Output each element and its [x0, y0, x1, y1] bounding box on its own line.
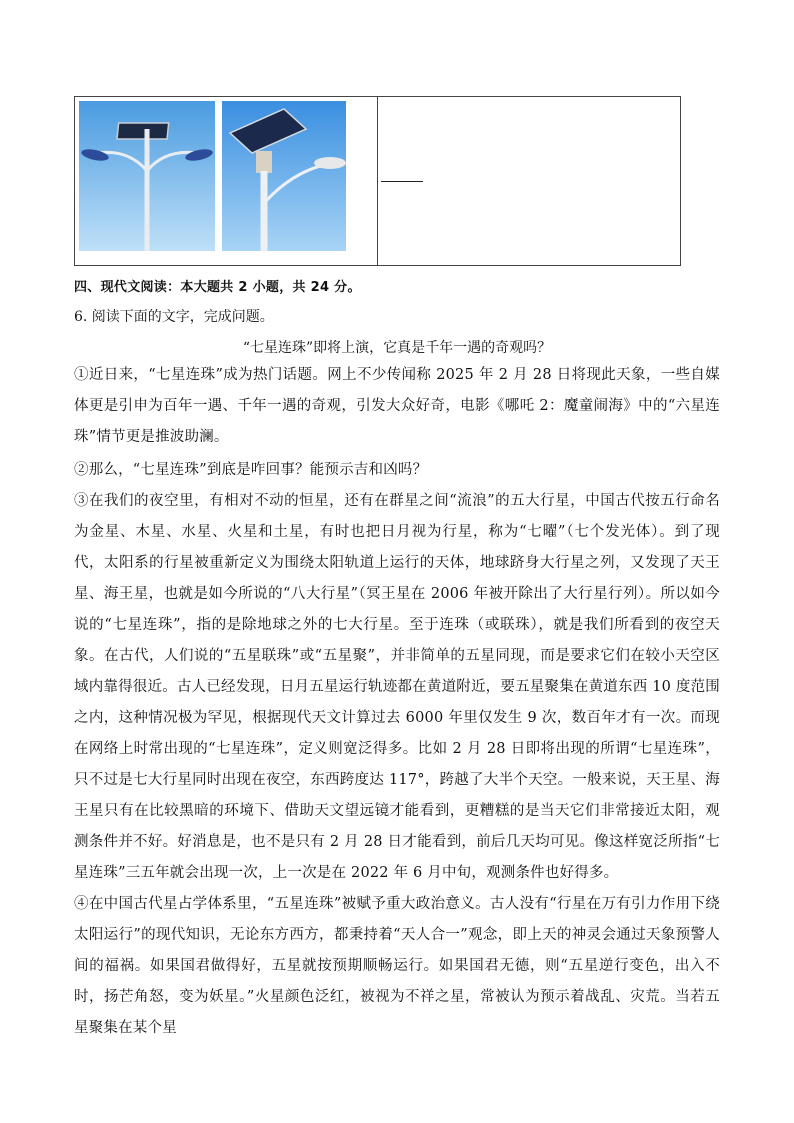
paragraph-3: ③在我们的夜空里，有相对不动的恒星，还有在群星之间“流浪”的五大行星，中国古代按五行命名为金星、木星、水星、火星和土星，有时也把日月视为行星，称为“七曜”（七个发光体）。到了现代，太阳系的行星被重新定义为围绕太阳轨道上运行的天体，地球跻身大行星之列，又发现了天王星、海王星，也就是如今所说的“八大行星”（冥王星在 2006 年被开除出了大行星行列）。所以如今说的“七星连珠”，指的是除地球之外的七大行星。至于连珠（或联珠），就是我们所看到的夜空天象。在古代，人们说的“五星联珠”或“五星聚”，并非简单的五星同现，而是要求它们在较小天空区域内靠得很近。古人已经发现，日月五星运行轨迹都在黄道附近，要五星聚集在黄道东西 10 度范围之内，这种情况极为罕见，根据现代天文计算过去 6000 年里仅发生 9 次，数百年才有一次。而现在网络上时常出现的“七星连珠”，定义则宽泛得多。比如 2 月 28 日即将出现的所谓“七星连珠”，只不过是七大行星同时出现在夜空，东西跨度达 117°，跨越了大半个天空。一般来说，天王星、海王星只有在比较黑暗的环境下、借助天文望远镜才能看到，更糟糕的是当天它们非常接近太阳，观测条件并不好。好消息是，也不是只有 2 月 28 日才能看到，前后几天均可见。像这样宽泛所指“七星连珠”三五年就会出现一次，上一次是在 2022 年 6 月中旬，观测条件也好得多。: [74, 493, 720, 881]
section-heading: 四、现代文阅读：本大题共 2 小题，共 24 分。: [74, 280, 361, 295]
question-intro: 6. 阅读下面的文字，完成问题。: [74, 309, 274, 325]
paragraph-1: ①近日来，“七星连珠”成为热门话题。网上不少传闻称 2025 年 2 月 28 日将现此天象，一些自媒体更是引申为百年一遇、千年一遇的奇观，引发大众好奇，电影《哪吒 2：魔童闹海》中的“六星连珠”情节更是推波助澜。: [74, 367, 720, 445]
street-lamp-photo-1: [79, 101, 215, 251]
paragraph-2: ②那么，“七星连珠”到底是咋回事？能预示吉和凶吗？: [74, 462, 428, 478]
paragraph-4: ④在中国古代星占学体系里，“五星连珠”被赋予重大政治意义。古人没有“行星在万有引力作用下绕太阳运行”的现代知识，无论东方西方，都秉持着“天人合一”观念，即上天的神灵会通过天象预警人间的福祸。如果国君做得好，五星就按预期顺畅运行。如果国君无德，则“五星逆行变色，出入不时，扬芒角怒，变为妖星。”火星颜色泛红，被视为不祥之星，常被认为预示着战乱、灾荒。当若五星聚集在某个星: [74, 896, 720, 1036]
table-divider: [377, 97, 378, 265]
answer-blank-line: [381, 181, 423, 182]
article-title: “七星连珠”即将上演，它真是千年一遇的奇观吗？: [242, 340, 552, 356]
answer-table: [74, 96, 681, 266]
street-lamp-photo-2: [222, 101, 358, 251]
